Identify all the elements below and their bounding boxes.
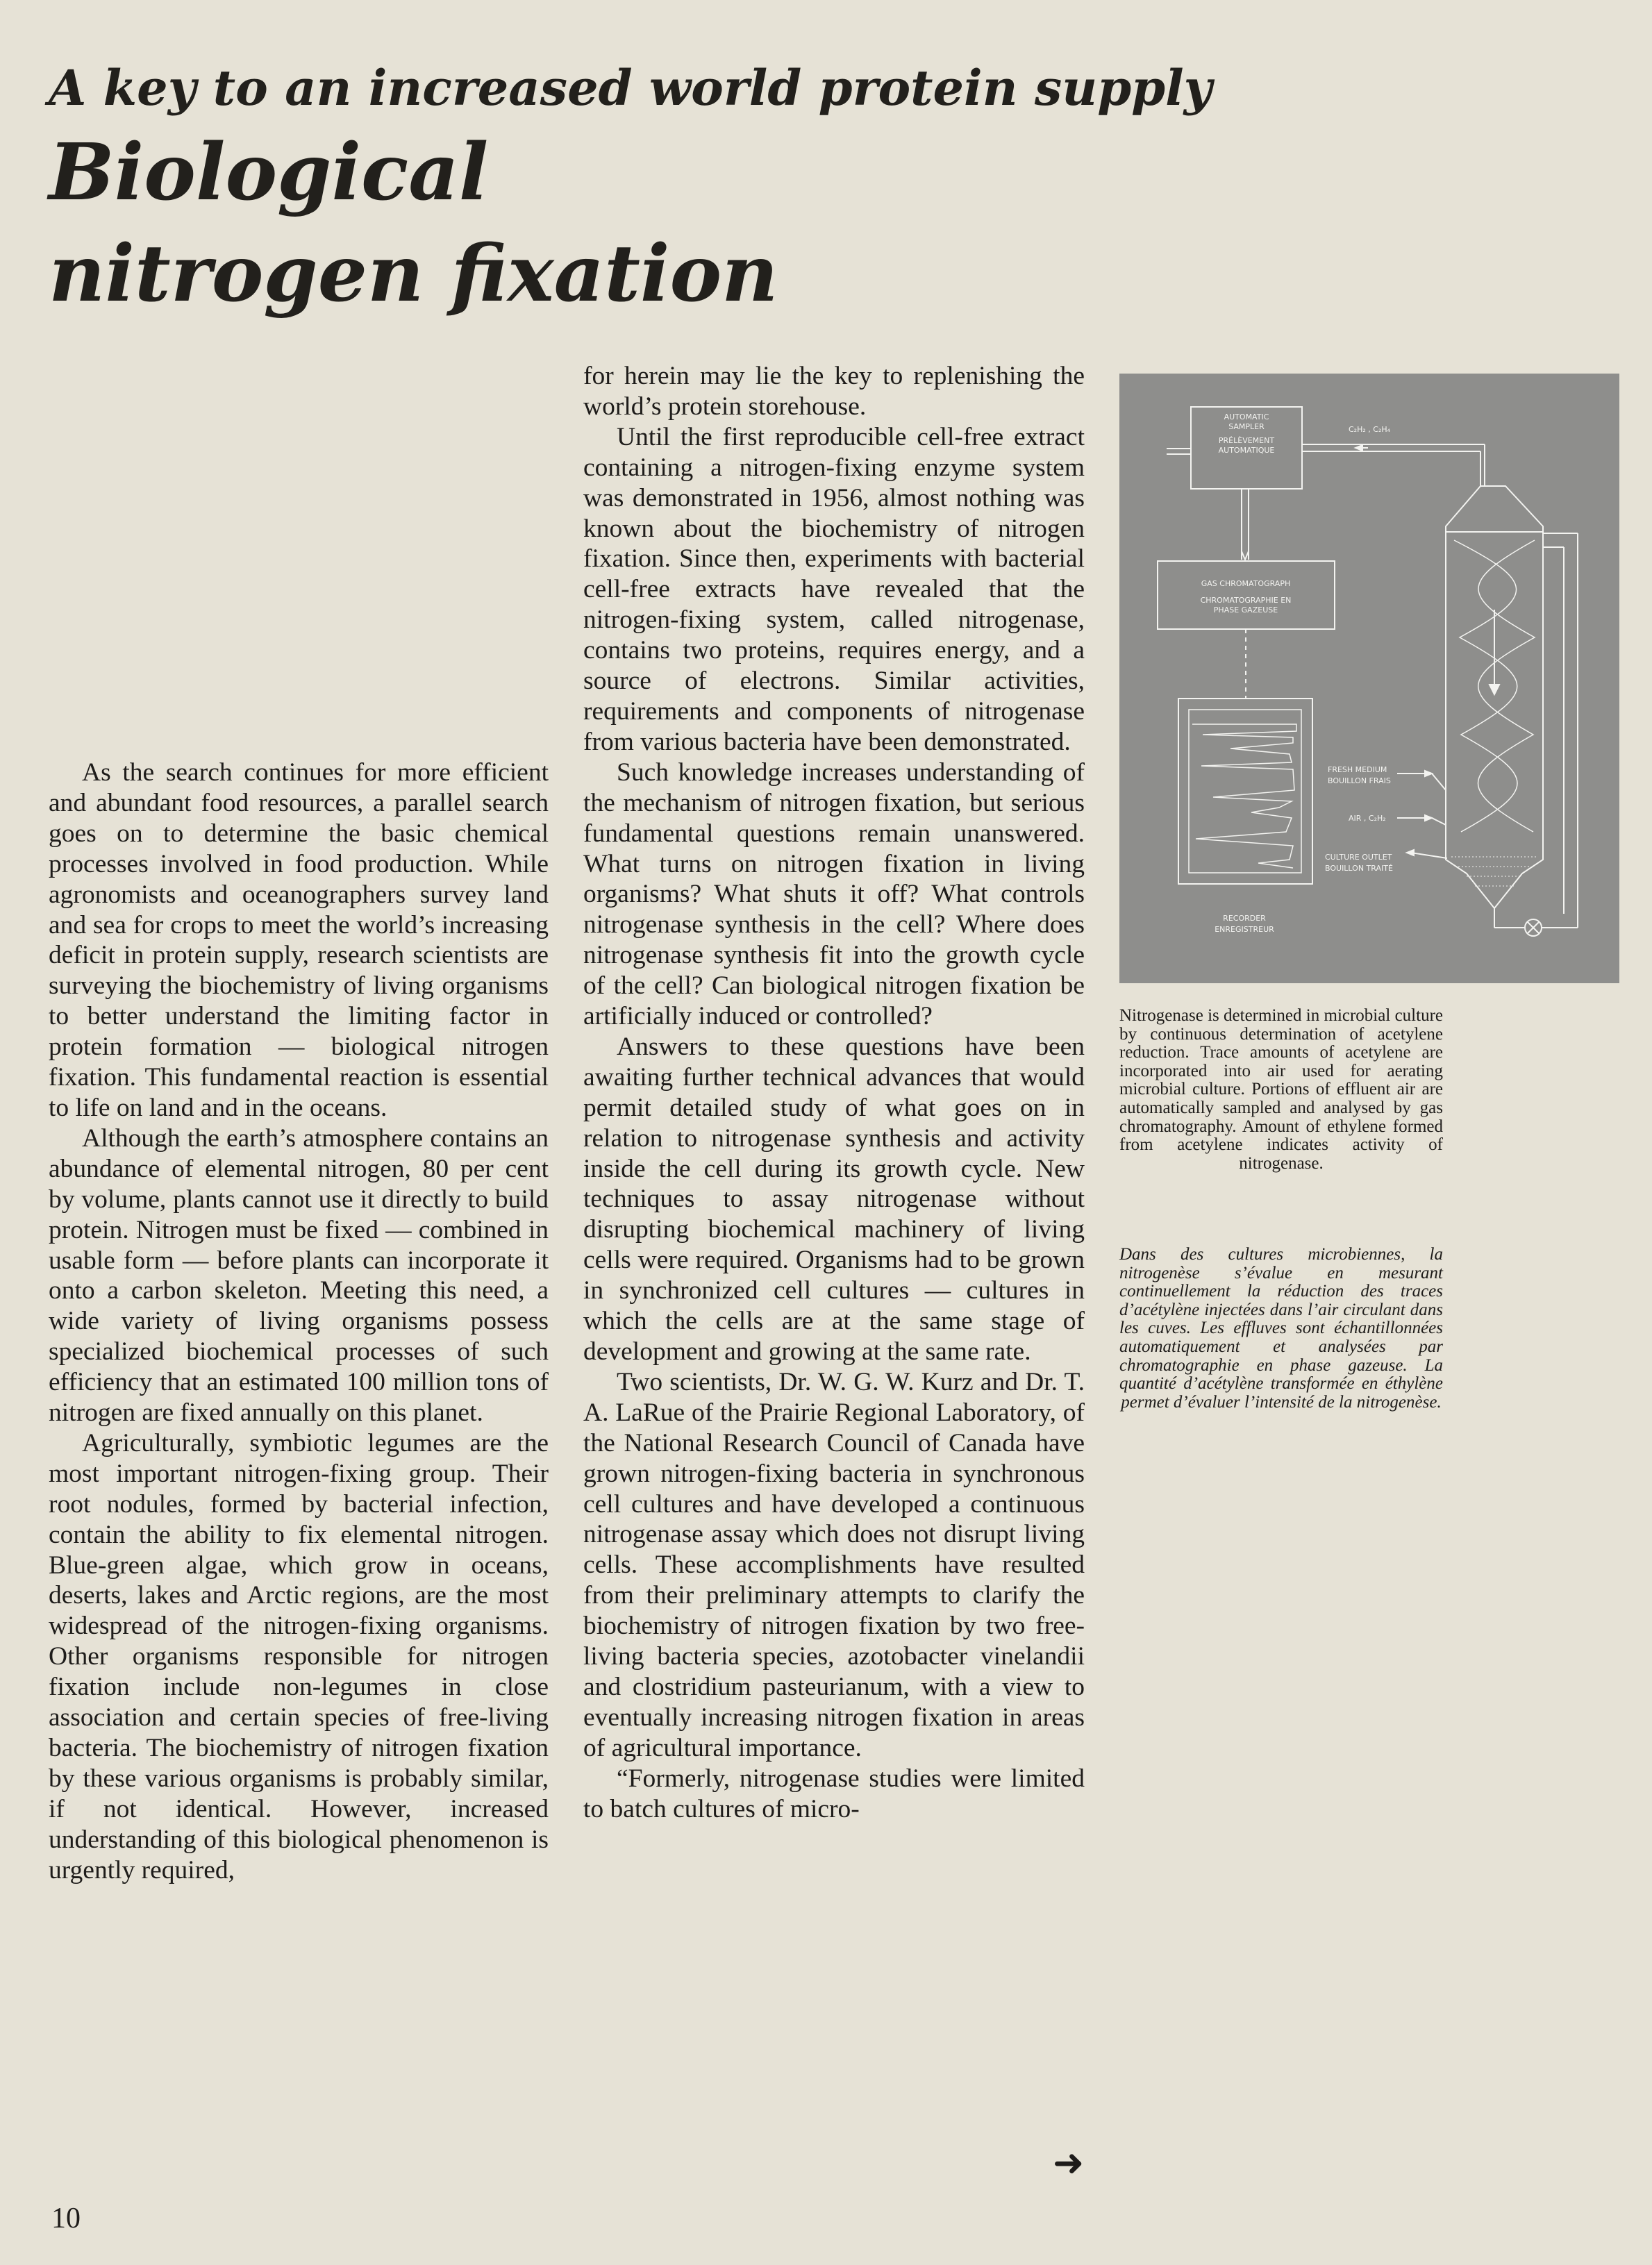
gc-label-en: GAS CHROMATOGRAPH (1201, 579, 1291, 588)
culture-outlet-label-en: CULTURE OUTLET (1325, 853, 1392, 862)
paragraph: for herein may lie the key to replenishing the world’s protein storehouse. (583, 362, 1085, 421)
paragraph: Although the earth’s atmosphere contains an abundance of elemental nitrogen, 80 per cent by volume, plants cannot use it directly to build protein. Nitrogen must be fixed — combined in usable form — before plants can incorporate it onto a carbon skeleton. Meeting this need, a wide variety of living organisms possess specialized biochemical processes of such efficiency that an estimated 100 million tons of nitrogen are fixed annually on this planet. (49, 1123, 549, 1428)
headline-line-2: nitrogen fixation (49, 228, 778, 319)
gc-label-fr-1: CHROMATOGRAPHIE EN (1200, 596, 1292, 605)
fresh-medium-label-fr: BOUILLON FRAIS (1328, 776, 1391, 785)
paragraph: As the search continues for more efficient and abundant food resources, a parallel search goes on to determine the basic chemical processes involved in food production. While agronomists and oceanographers survey land and sea for crops to meet the world’s increasing deficit in protein supply, research scientists are surveying the biochemistry of living organisms to better understand the limiting factor in protein formation — biological nitrogen fixation. This fundamental reaction is essential to life on land and in the oceans. (49, 758, 549, 1122)
sampler-label-fr-1: PRÉLÈVEMENT (1218, 436, 1275, 445)
sampler-label-fr-2: AUTOMATIQUE (1218, 446, 1275, 455)
figure-caption-french: Dans des cultures microbiennes, la nitrogenèse s’évalue en mesurant continuellement la réduction des traces d’acétylène injectées dans l’air circulant dans les cuves. Les effluves sont échantillonnées automatiquement et analysées par chromatographie en phase gazeuse. La quantité d’acétylène transformée en éthylène permet d’évaluer l’intensité de la nitrogenèse. (1119, 1245, 1443, 1412)
gas-inlet-label: C₂H₂ , C₂H₄ (1349, 425, 1391, 434)
continued-arrow-icon: ➜ (1053, 2141, 1085, 2184)
apparatus-diagram (1119, 374, 1619, 983)
text-column-2 (583, 361, 1085, 1825)
paragraph: “Formerly, nitrogenase studies were limited to batch cultures of micro- (583, 1764, 1085, 1823)
recorder-label-fr: ENREGISTREUR (1215, 925, 1274, 934)
paragraph: Two scientists, Dr. W. G. W. Kurz and Dr. T. A. LaRue of the Prairie Regional Laboratory, of the National Research Council of Canada have grown nitrogen-fixing bacteria in synchronous cell cultures and have developed a continuous nitrogenase assay which does not disrupt living cells. These accomplishments have resulted from their preliminary attempts to clarify the biochemistry of nitrogen fixation by two free-living bacteria species, azotobacter vinelandii and clostridium pasteurianum, with a view to eventually increasing nitrogen fixation in areas of agricultural importance. (583, 1367, 1085, 1762)
gc-label-fr-2: PHASE GAZEUSE (1213, 605, 1278, 615)
apparatus-diagram-svg (1119, 374, 1619, 983)
recorder-box (1178, 699, 1312, 884)
sampler-label-en-2: SAMPLER (1228, 422, 1265, 431)
article-kicker: A key to an increased world protein supply (49, 59, 1212, 117)
paragraph: Answers to these questions have been awaiting further technical advances that would permit detailed study of what goes on in relation to nitrogenase synthesis and activity inside the cell during its growth cycle. New techniques to assay nitrogenase without disrupting biochemical machinery of living cells were required. Organisms had to be grown in synchronized cell cultures — cultures in which the cells are at the same stage of development and growing at the same rate. (583, 1032, 1085, 1366)
paragraph: Until the first reproducible cell-free extract containing a nitrogen-fixing enzyme system was demonstrated in 1956, almost nothing was known about the biochemistry of nitrogen fixation. Since then, experiments with bacterial cell-free extracts have revealed that the nitrogen-fixing system, called nitrogenase, contains two proteins, requires energy, and a source of electrons. Similar activities, requirements and components of nitrogenase from various bacteria have been demonstrated. (583, 422, 1085, 756)
gas-chromatograph-box (1158, 561, 1335, 629)
culture-outlet-label-fr: BOUILLON TRAITÉ (1325, 864, 1393, 873)
fresh-medium-label-en: FRESH MEDIUM (1328, 765, 1387, 774)
recorder-label-en: RECORDER (1223, 914, 1266, 923)
sampler-label-en-1: AUTOMATIC (1224, 412, 1269, 421)
text-column-1 (49, 758, 549, 1886)
page-number: 10 (51, 2203, 81, 2234)
article-headline (49, 122, 1021, 325)
paragraph: Such knowledge increases understanding of the mechanism of nitrogen fixation, but serious fundamental questions remain unanswered. What turns on nitrogen fixation in living organisms? What shuts it off? What controls nitrogenase synthesis in the cell? Where does nitrogenase synthesis fit into the growth cycle of the cell? Can biological nitrogen fixation be artificially induced or controlled? (583, 758, 1085, 1031)
fermentor-vessel (1446, 486, 1543, 908)
headline-line-1: Biological (49, 127, 489, 218)
paragraph: Agriculturally, symbiotic legumes are the most important nitrogen-fixing group. Their root nodules, formed by bacterial infection, contain the ability to fix elemental nitrogen. Blue-green algae, which grow in oceans, deserts, lakes and Arctic regions, are the most widespread of the nitrogen-fixing organisms. Other organisms responsible for nitrogen fixation include non-legumes in close association and certain species of free-living bacteria. The biochemistry of nitrogen fixation by these various organisms is probably similar, if not identical. However, increased understanding of this biological phenomenon is urgently required, (49, 1428, 549, 1884)
figure-caption-english: Nitrogenase is determined in microbial culture by continuous determination of acetylene reduction. Trace amounts of acetylene are incorporated into air used for aerating microbial culture. Portions of effluent air are automatically sampled and analysed by gas chromatography. Amount of ethylene formed from acetylene indicates activity of nitrogenase. (1119, 1006, 1443, 1173)
air-inlet-label: AIR , C₂H₂ (1349, 814, 1386, 823)
